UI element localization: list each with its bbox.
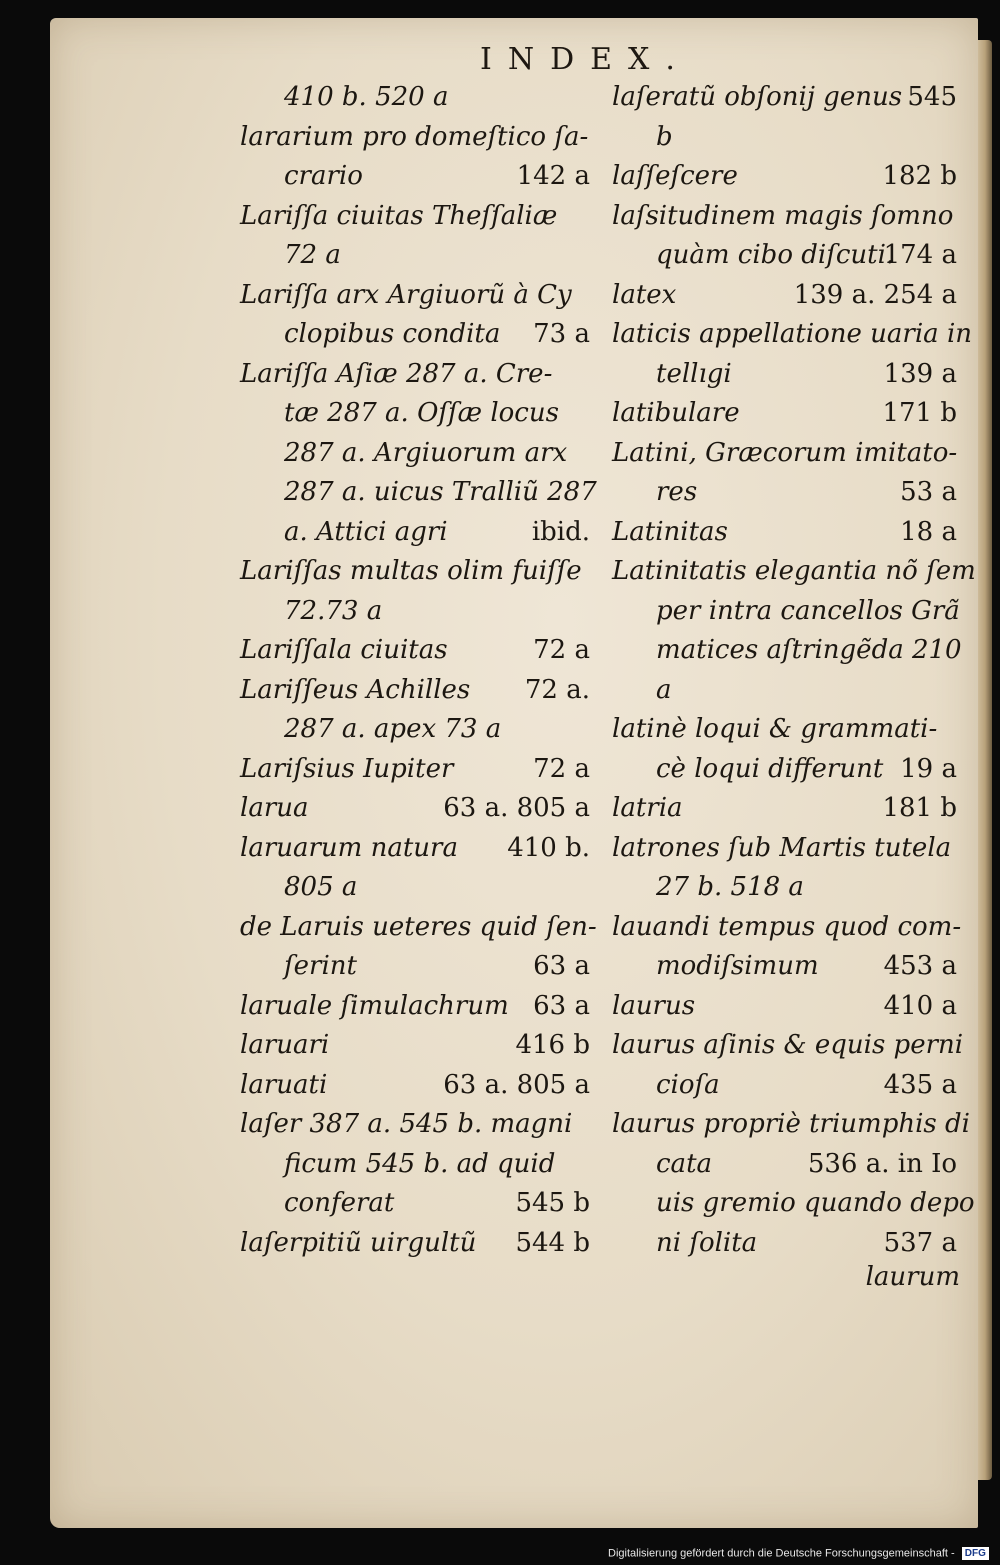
entry-text: Lariſſa arx Argiuorũ à Cy [240, 279, 572, 310]
index-entry-line [612, 473, 957, 513]
entry-text: b [656, 121, 673, 152]
index-entry-line [240, 118, 590, 158]
entry-text: laſſeſcere [612, 161, 738, 191]
index-entry-line [240, 1145, 590, 1185]
index-entry-line [612, 789, 957, 829]
entry-text: Lariſſa Aſiæ 287 a. Cre- [240, 358, 553, 389]
entry-text: tellıgi [656, 358, 732, 389]
index-entry-line [240, 78, 590, 118]
entry-page-ref: 453 a [883, 951, 957, 981]
entry-page-ref: 63 a. 805 a [443, 1069, 590, 1100]
entry-text: ni ſolita [656, 1227, 758, 1258]
index-entry-line [240, 710, 590, 750]
index-entry-line [240, 157, 590, 197]
entry-text: res [656, 477, 698, 507]
index-entry-line [240, 355, 590, 395]
index-entry-line [240, 1224, 590, 1264]
index-entry-line [240, 513, 590, 553]
index-entry-line [612, 592, 960, 632]
index-entry-line [240, 671, 590, 711]
entry-text: laurus aſinis & equis perni [612, 1030, 964, 1060]
entry-page-ref: 53 a [900, 477, 957, 507]
entry-page-ref: 435 a [883, 1069, 957, 1100]
page-edge [978, 40, 992, 1480]
entry-page-ref: 410 b. [507, 832, 590, 863]
entry-page-ref: 171 b [882, 398, 957, 428]
entry-text: 410 b. 520 a [284, 82, 449, 112]
digitization-credit [608, 1547, 989, 1560]
index-entry-line [612, 118, 957, 158]
entry-text: lauandi tempus quod com- [612, 911, 962, 942]
index-entry-line [612, 1026, 964, 1066]
index-entry-line [240, 789, 590, 829]
entry-page-ref: 545 [907, 82, 957, 112]
entry-text: Lariſſas multas olim fuiſſe [240, 556, 582, 586]
entry-text: laruale ſimulachrum [240, 990, 509, 1021]
index-entry-line [612, 1145, 957, 1185]
index-entry-line [240, 750, 590, 790]
entry-page-ref: 536 a. in Io [807, 1148, 957, 1179]
index-entry-line [240, 276, 590, 316]
entry-text: uis gremio quando depo [656, 1188, 975, 1218]
credit-text: Digitalisierung gefördert durch die Deutsche Forschungsgemeinschaft - [608, 1547, 955, 1560]
entry-text: Latinitatis elegantia nõ ſem [612, 556, 976, 586]
entry-page-ref: 63 a [533, 990, 590, 1021]
entry-text: latibulare [612, 398, 740, 428]
index-entry-line [240, 394, 590, 434]
index-entry-line [612, 513, 957, 553]
index-entry-line [612, 868, 957, 908]
entry-page-ref: 416 b [515, 1030, 590, 1060]
index-entry-line [612, 434, 957, 474]
entry-text: Lariſſala ciuitas [240, 635, 448, 665]
entry-page-ref: 142 a [516, 161, 590, 191]
entry-text: a [656, 674, 672, 705]
index-entry-line [240, 592, 590, 632]
entry-page-ref: 537 a [883, 1227, 957, 1258]
entry-text: conferat [284, 1188, 395, 1218]
index-entry-line [612, 750, 957, 790]
index-entry-line [612, 552, 976, 592]
entry-text: Lariſsius Iupiter [240, 753, 454, 784]
entry-text: laſsitudinem magis ſomno [612, 200, 954, 231]
index-entry-line [612, 1184, 975, 1224]
entry-text: laticis appellatione uaria in [612, 319, 973, 349]
entry-text: cata [656, 1148, 713, 1179]
entry-page-ref: ibid. [531, 516, 590, 547]
index-entry-line [612, 671, 957, 711]
entry-text: per intra cancellos Grã [656, 595, 960, 626]
entry-text: cioſa [656, 1069, 720, 1100]
entry-text: modiſsimum [656, 951, 819, 981]
entry-page-ref: 73 a [533, 319, 590, 349]
entry-text: clopibus condita [284, 319, 501, 349]
index-entry-line [240, 947, 590, 987]
entry-page-ref: 63 a [533, 951, 590, 981]
index-column-right [612, 78, 976, 1263]
index-entry-line [240, 868, 590, 908]
entry-page-ref: 139 a. 254 a [793, 279, 957, 310]
entry-text: 72.73 a [284, 595, 383, 626]
entry-page-ref: 72 a [533, 753, 590, 784]
entry-page-ref: 544 b [515, 1227, 590, 1258]
entry-text: a. Attici agri [284, 516, 448, 547]
entry-text: latinè loqui & grammati- [612, 714, 938, 744]
entry-page-ref: 18 a [900, 516, 957, 547]
entry-text: laurus propriè triumphis di [612, 1109, 970, 1139]
entry-page-ref: 545 b [515, 1188, 590, 1218]
index-entry-line [612, 355, 957, 395]
entry-text: 287 a. uicus Tralliũ 287 [284, 477, 597, 507]
index-entry-line [240, 829, 590, 869]
entry-page-ref: 63 a. 805 a [443, 793, 590, 823]
index-entry-line [240, 434, 590, 474]
entry-text: latrones ſub Martis tutela [612, 832, 952, 863]
entry-text: latria [612, 793, 683, 823]
catchword: laurum [865, 1262, 960, 1292]
entry-text: quàm cibo diſcuti. [656, 240, 895, 270]
entry-text: 287 a. apex 73 a [284, 714, 502, 744]
index-entry-line [240, 1184, 590, 1224]
index-entry-line [612, 276, 957, 316]
entry-text: laſer 387 a. 545 b. magni [240, 1109, 573, 1139]
index-entry-line [612, 908, 962, 948]
index-entry-line [612, 236, 957, 276]
index-entry-line [240, 552, 590, 592]
index-entry-line [240, 631, 590, 671]
index-column-left [240, 78, 597, 1263]
index-entry-line [612, 315, 973, 355]
page-header: INDEX. [480, 42, 691, 77]
entry-text: de Laruis ueteres quid ſen- [240, 911, 597, 942]
index-entry-line [612, 631, 962, 671]
entry-text: Latinitas [612, 516, 728, 547]
entry-text: laſerpitiũ uirgultũ [240, 1227, 477, 1258]
index-entry-line [240, 908, 597, 948]
entry-text: cè loqui differunt [656, 753, 884, 784]
index-entry-line [240, 1066, 590, 1106]
entry-text: crario [284, 161, 363, 191]
entry-page-ref: 174 a [883, 240, 957, 270]
index-entry-line [612, 157, 957, 197]
entry-page-ref: 19 a [900, 753, 957, 784]
entry-page-ref: 72 a. [524, 674, 590, 705]
entry-text: tæ 287 a. Oſſæ locus [284, 398, 559, 428]
index-entry-line [612, 1105, 970, 1145]
index-entry-line [240, 1105, 590, 1145]
index-entry-line [240, 987, 590, 1027]
entry-text: 72 a [284, 240, 341, 270]
entry-text: laruarum natura [240, 832, 458, 863]
entry-text: laſeratũ obſonij genus [612, 82, 903, 112]
index-entry-line [240, 473, 597, 513]
index-entry-line [612, 394, 957, 434]
entry-text: larua [240, 793, 309, 823]
entry-text: lararium pro domeſtico ſa- [240, 121, 589, 152]
entry-text: laruari [240, 1030, 330, 1060]
index-entry-line [240, 315, 590, 355]
entry-text: 27 b. 518 a [656, 872, 804, 902]
index-entry-line [612, 78, 957, 118]
entry-text: laurus [612, 990, 696, 1021]
entry-text: laruati [240, 1069, 328, 1100]
dfg-logo: DFG [962, 1547, 989, 1560]
entry-text: ſerint [284, 951, 357, 981]
index-entry-line [240, 1026, 590, 1066]
index-entry-line [612, 987, 957, 1027]
entry-text: matices aſtringẽda 210 [656, 635, 962, 665]
entry-text: Latini, Græcorum imitato- [612, 437, 958, 468]
entry-text: 287 a. Argiuorum arx [284, 437, 568, 468]
entry-page-ref: 182 b [882, 161, 957, 191]
index-entry-line [240, 236, 590, 276]
entry-text: ficum 545 b. ad quid [284, 1148, 556, 1179]
index-entry-line [240, 197, 590, 237]
index-entry-line [612, 197, 957, 237]
entry-text: Lariſſa ciuitas Theſſaliæ [240, 200, 558, 231]
entry-page-ref: 72 a [533, 635, 590, 665]
index-entry-line [612, 829, 957, 869]
entry-page-ref: 181 b [882, 793, 957, 823]
index-entry-line [612, 947, 957, 987]
entry-page-ref: 139 a [883, 358, 957, 389]
entry-text: Lariſſeus Achilles [240, 674, 471, 705]
index-entry-line [612, 710, 957, 750]
entry-text: 805 a [284, 872, 358, 902]
index-entry-line [612, 1224, 957, 1264]
entry-page-ref: 410 a [883, 990, 957, 1021]
index-entry-line [612, 1066, 957, 1106]
entry-text: latex [612, 279, 677, 310]
